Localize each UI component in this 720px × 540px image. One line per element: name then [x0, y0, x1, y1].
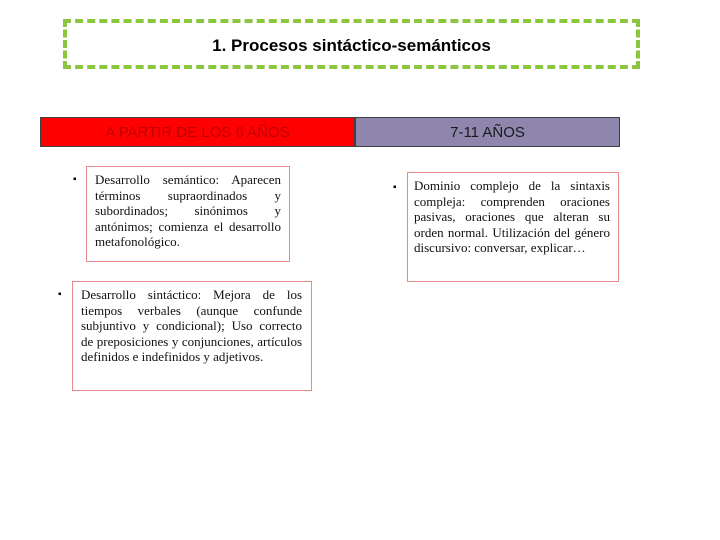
bullet-icon: ▪ — [73, 174, 77, 185]
column-header-left — [40, 117, 355, 147]
card-semantic-text: Desarrollo semántico: Aparecen términos supraordinados y subordinados; sinónimos y antónimos; comienza el desarrollo metafonológico. — [95, 172, 281, 250]
card-complex-syntax — [393, 172, 619, 282]
column-header-right-label: 7-11 AÑOS — [450, 123, 525, 141]
title-box — [63, 19, 640, 69]
card-complex-text: Dominio complejo de la sintaxis compleja: comprenden oraciones pasivas, oraciones que alteran su orden normal. Utilización del género discursivo: conversar, explicar… — [414, 178, 610, 256]
card-syntactic-development — [58, 281, 312, 391]
column-header-left-label: A PARTIR DE LOS 6 AÑOS — [105, 123, 290, 141]
column-header-right — [355, 117, 620, 147]
bullet-icon: ▪ — [393, 182, 397, 193]
bullet-icon: ▪ — [58, 289, 62, 300]
page-title: 1. Procesos sintáctico-semánticos — [212, 36, 491, 55]
card-semantic-development — [73, 166, 290, 262]
card-syntactic-text: Desarrollo sintáctico: Mejora de los tiempos verbales (aunque confunde subjuntivo y condicional); Uso correcto de preposiciones y conjunciones, artículos definidos e indefinidos y adjetivos. — [81, 287, 302, 365]
